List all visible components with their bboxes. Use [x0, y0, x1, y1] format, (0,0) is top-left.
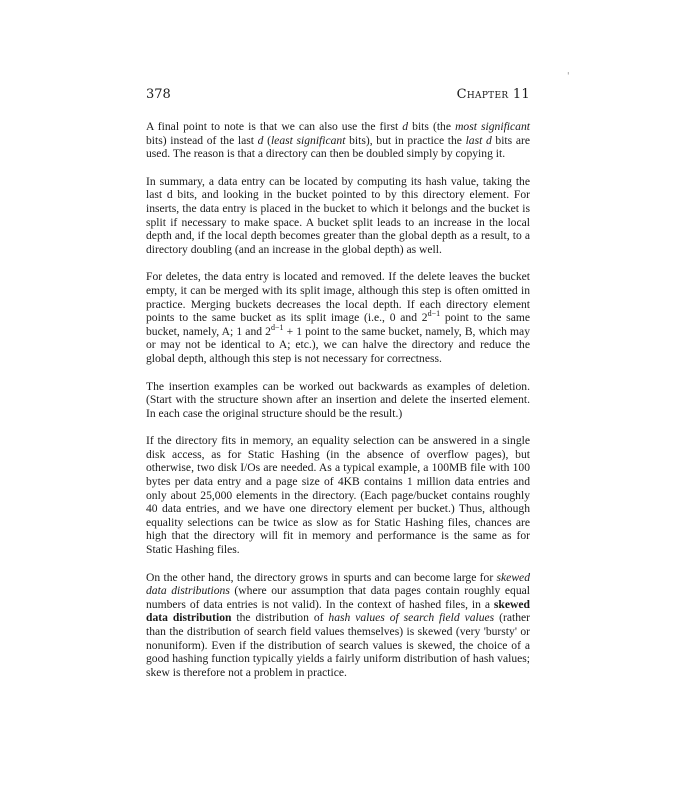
- paragraph-3: For deletes, the data entry is located and removed. If the delete leaves the bucket empty, it can be merged with its split image, although this step is often omitted in practice. Merging buckets decreases the local depth. If each directory element points to the same bucket as its split image (i.e., 0 and $2^{d-1}$ point to the same bucket, namely, A; 1 and $2^{d-1} + 1$ point to the same bucket, namely, B, which may or may not be identical to A; etc.), we can halve the directory and reduce the global depth, although this step is not necessary for correctness.: [146, 270, 531, 365]
- page-body: [146, 120, 530, 693]
- paragraph-5: If the directory fits in memory, an equality selection can be answered in a single disk access, as for Static Hashing (in the absence of overflow pages), but otherwise, two disk I/Os are needed. As a typical example, a 100MB file with 100 bytes per data entry and a page size of 4KB contains 1 million data entries and only about 25,000 elements in the directory. (Each page/bucket contains roughly 40 data entries, and we have one directory element per bucket.) Thus, although equality selections can be twice as slow as for Static Hashing files, chances are high that the directory will fit in memory and performance is the same as for Static Hashing files.: [146, 434, 530, 557]
- paragraph-4: The insertion examples can be worked out backwards as examples of deletion. (Start with the structure shown after an insertion and delete the inserted element. In each case the original structure should be the result.): [146, 379, 530, 420]
- scan-speck: ': [567, 72, 570, 82]
- paragraph-1: A final point to note is that we can also use the first d bits (the most significant bits) instead of the last d (least significant bits), but in practice the last d bits are used. The reason is that a directory can then be doubled simply by copying it.: [146, 120, 530, 161]
- paragraph-2: In summary, a data entry can be located by computing its hash value, taking the last d bits, and looking in the bucket pointed to by this directory element. For inserts, the data entry is placed in the bucket to which it belongs and the bucket is split if necessary to make space. A bucket split leads to an increase in the local depth and, if the local depth becomes greater than the global depth as a result, to a directory doubling (and an increase in the global depth) as well.: [146, 174, 530, 256]
- page-number: 378: [146, 87, 171, 102]
- chapter-running-head: Chapter 11: [456, 87, 530, 102]
- paragraph-6: On the other hand, the directory grows in spurts and can become large for skewed data distributions (where our assumption that data pages contain roughly equal numbers of data entries is not valid). In the context of hashed files, in a skewed data distribution the distribution of hash values of search field values (rather than the distribution of search field values themselves) is skewed (very 'bursty' or nonuniform). Even if the distribution of search values is skewed, the choice of a good hashing function typically yields a fairly uniform distribution of hash values; skew is therefore not a problem in practice.: [146, 570, 531, 679]
